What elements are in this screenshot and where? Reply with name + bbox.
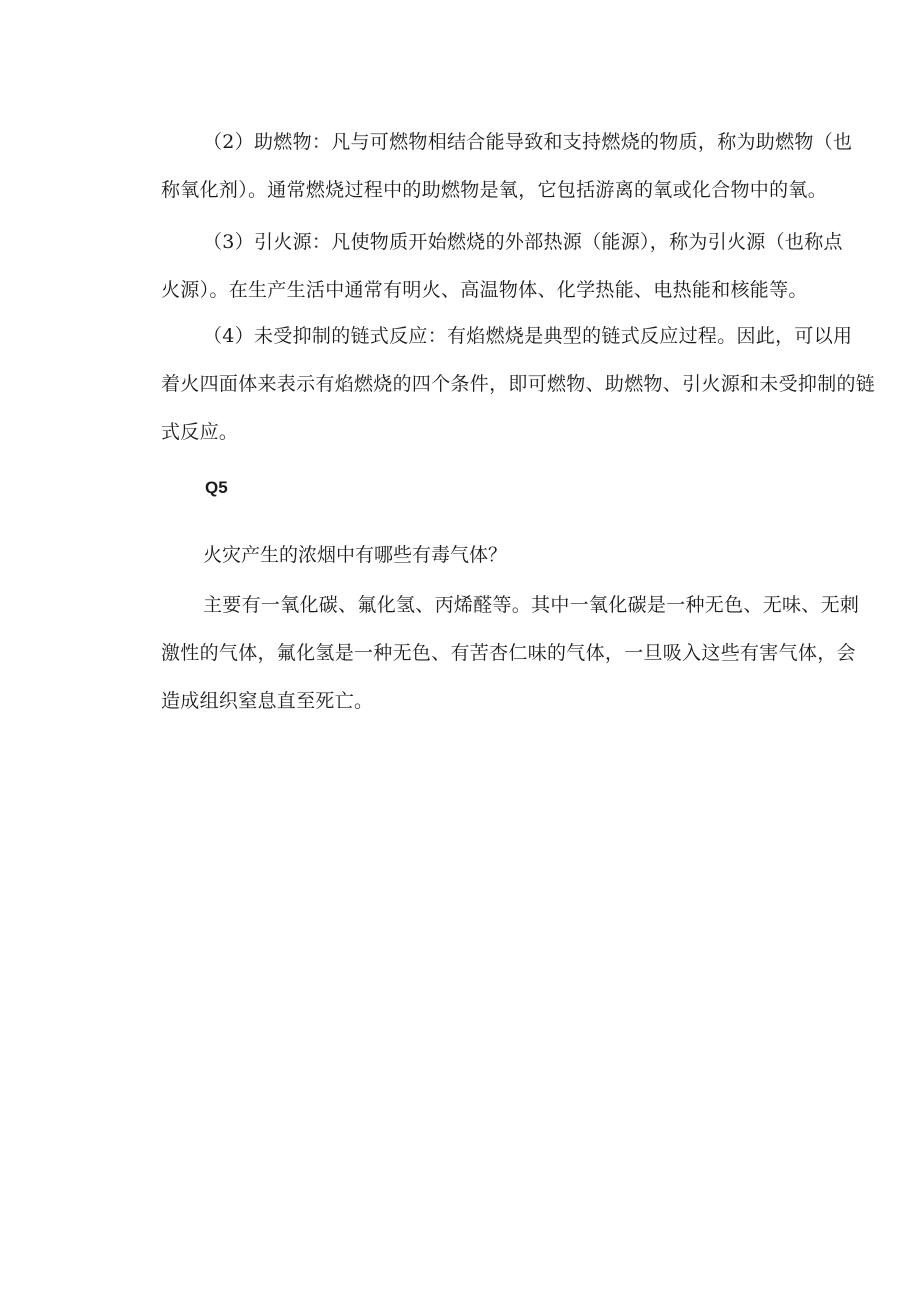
question-text: 火灾产生的浓烟中有哪些有毒气体？ [203,544,508,566]
paragraph-line: 造成组织窒息直至死亡。 [161,690,374,712]
paragraph-line: 火源）。在生产生活中通常有明火、高温物体、化学热能、电热能和核能等。 [161,279,808,301]
paragraph-line: （4）未受抑制的链式反应：有焰燃烧是典型的链式反应过程。因此，可以用 [203,325,853,347]
paragraph-line: 着火四面体来表示有焰燃烧的四个条件，即可燃物、助燃物、引火源和未受抑制的链 [161,373,876,395]
paragraph-line: 式反应。 [161,421,239,443]
paragraph-line: 激性的气体，氟化氢是一种无色、有苦杏仁味的气体，一旦吸入这些有害气体，会 [161,642,856,664]
paragraph-oxidizer [161,118,889,214]
paragraph-ignition-source [161,218,889,314]
paragraph-line: 主要有一氧化碳、氟化氢、丙烯醛等。其中一氧化碳是一种无色、无味、无刺 [203,594,860,616]
paragraph-line: （2）助燃物：凡与可燃物相结合能导致和支持燃烧的物质，称为助燃物（也 [203,131,853,153]
paragraph-chain-reaction [161,312,889,456]
paragraph-line: （3）引火源：凡使物质开始燃烧的外部热源（能源），称为引火源（也称点 [203,231,843,253]
paragraph-line: 称氧化剂）。通常燃烧过程中的助燃物是氧，它包括游离的氧或化合物中的氧。 [161,179,828,201]
question-heading: Q5 [205,478,228,497]
answer-paragraph [161,581,889,725]
